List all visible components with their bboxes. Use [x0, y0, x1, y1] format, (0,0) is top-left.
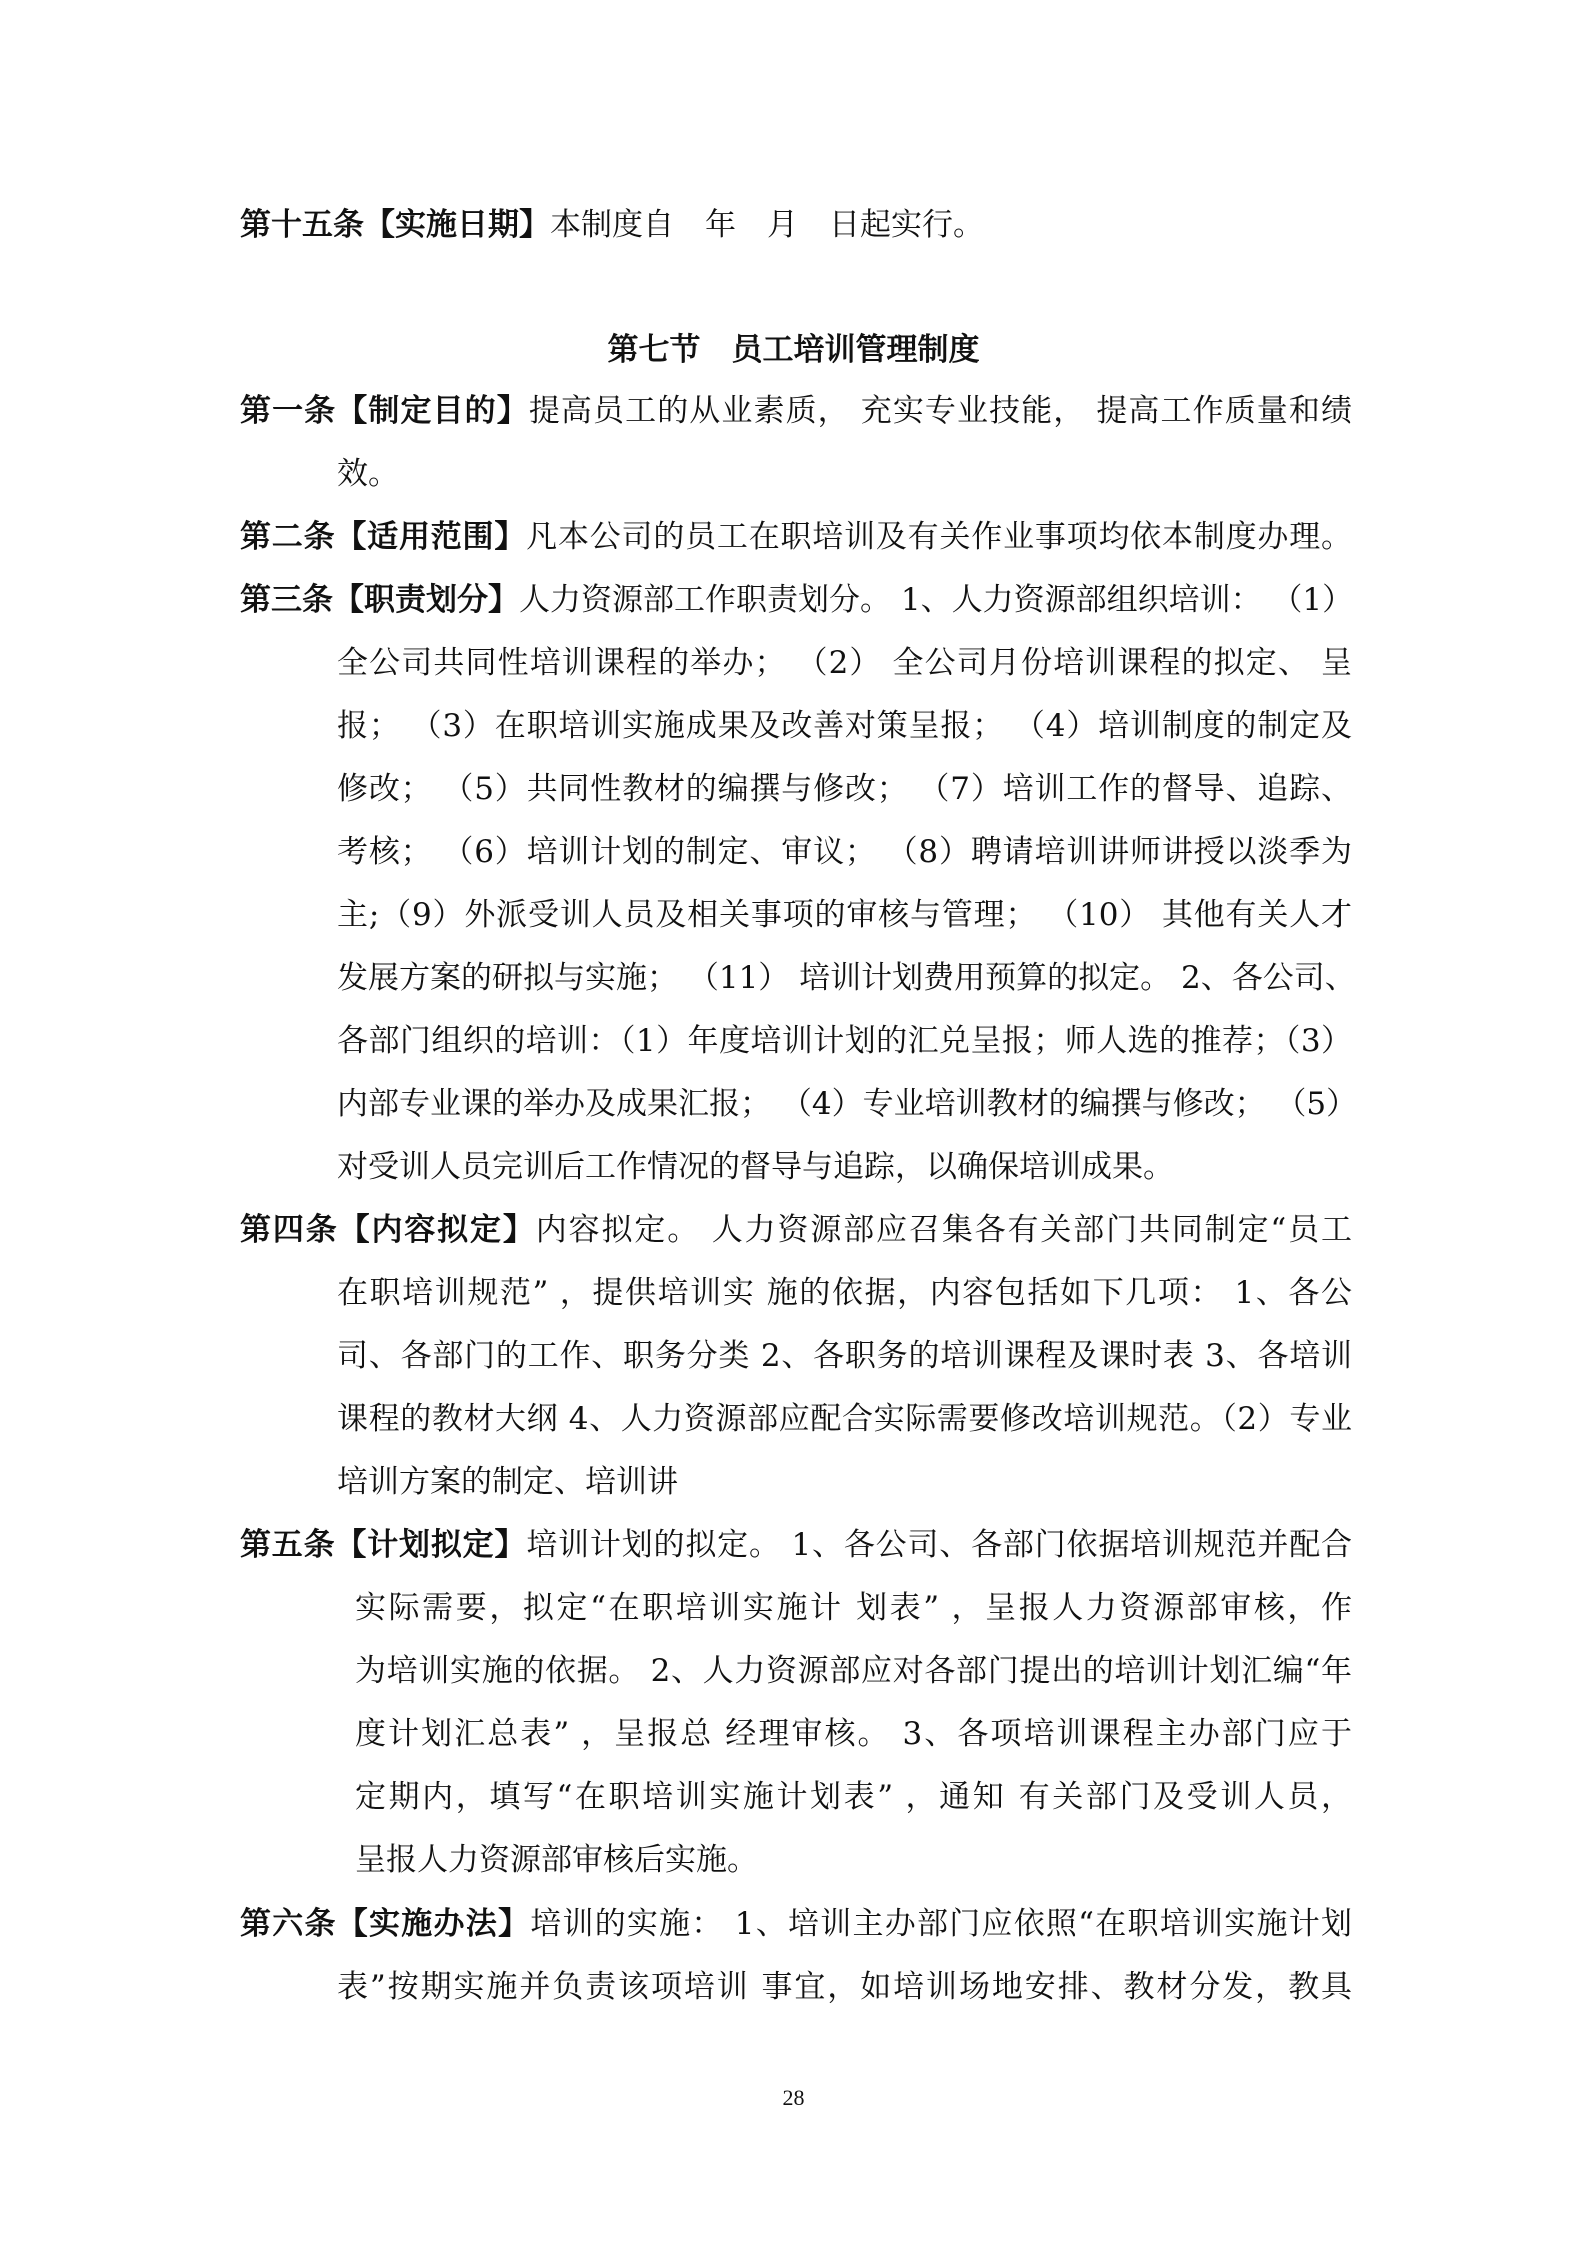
article-heading: 第四条【内容拟定】	[240, 1212, 536, 1248]
article-3	[240, 569, 1358, 1199]
page-number: 28	[782, 2085, 805, 2110]
article-line: 实际需要，拟定“在职培训实施计 划表” ，呈报人力资源部审核，作	[355, 1590, 1352, 1626]
article-line: 表”按期实施并负责该项培训 事宜，如培训场地安排、教材分发，教具	[337, 1969, 1352, 2005]
article-line: 修改； （5）共同性教材的编撰与修改； （7）培训工作的督导、追踪、	[337, 771, 1352, 807]
article-line: 各部门组织的培训：（1）年度培训计划的汇兑呈报；师人选的推荐；（3）	[337, 1023, 1352, 1059]
article-line: 内部专业课的举办及成果汇报； （4）专业培训教材的编撰与修改； （5）	[337, 1086, 1358, 1122]
article-heading: 第二条【适用范围】	[240, 519, 527, 555]
article-line: 考核； （6）培训计划的制定、审议； （8）聘请培训讲师讲授以淡季为	[337, 834, 1352, 870]
article-5	[240, 1514, 1352, 1892]
article-line: 司、各部门的工作、职务分类 2、各职务的培训课程及课时表 3、各培训	[337, 1338, 1352, 1374]
article-heading: 第三条【职责划分】	[240, 582, 519, 618]
article-line: 定期内，填写“在职培训实施计划表” ，通知 有关部门及受训人员，	[355, 1779, 1352, 1815]
article-line: 在职培训规范” ，提供培训实 施的依据，内容包括如下几项： 1、各公	[337, 1275, 1352, 1311]
article-heading: 第六条【实施办法】	[240, 1906, 531, 1942]
article-6	[240, 1893, 1352, 2019]
article-line: 内容拟定。 人力资源部应召集各有关部门共同制定“员工	[535, 1212, 1353, 1248]
article-line: 培训的实施： 1、培训主办部门应依照“在职培训实施计划	[530, 1906, 1352, 1942]
article-line: 提高员工的从业素质， 充实专业技能， 提高工作质量和绩	[528, 393, 1352, 429]
article-line: 发展方案的研拟与实施； （11） 培训计划费用预算的拟定。 2、各公司、	[337, 960, 1356, 996]
article-15-implementation-date	[240, 200, 984, 250]
article-4	[240, 1199, 1352, 1514]
article-line: 对受训人员完训后工作情况的督导与追踪，以确保培训成果。	[337, 1149, 1174, 1185]
article-line: 培训计划的拟定。 1、各公司、各部门依据培训规范并配合	[526, 1527, 1353, 1563]
article-line: 报； （3）在职培训实施成果及改善对策呈报； （4）培训制度的制定及	[337, 708, 1352, 744]
article-1	[240, 380, 1352, 506]
article-heading: 第一条【制定目的】	[240, 393, 529, 429]
article-line: 凡本公司的员工在职培训及有关作业事项均依本制度办理。	[526, 519, 1353, 555]
article-line: 呈报人力资源部审核后实施。	[355, 1842, 758, 1878]
article-text: 本制度自 年 月 日起实行。	[550, 207, 984, 243]
article-heading: 第十五条【实施日期】	[240, 207, 550, 243]
article-line: 度计划汇总表” ，呈报总 经理审核。 3、各项培训课程主办部门应于	[355, 1716, 1352, 1752]
article-line: 主;（9）外派受训人员及相关事项的审核与管理； （10） 其他有关人才	[337, 897, 1352, 933]
article-line: 课程的教材大纲 4、人力资源部应配合实际需要修改培训规范。（2）专业	[337, 1401, 1352, 1437]
article-line: 效。	[337, 456, 399, 492]
section-title: 第七节 员工培训管理制度	[607, 332, 980, 368]
article-line: 全公司共同性培训课程的举办； （2） 全公司月份培训课程的拟定、 呈	[337, 645, 1352, 681]
article-line: 为培训实施的依据。 2、人力资源部应对各部门提出的培训计划汇编“年	[355, 1653, 1352, 1689]
article-heading: 第五条【计划拟定】	[240, 1527, 527, 1563]
article-line: 人力资源部工作职责划分。 1、人力资源部组织培训： （1）	[519, 582, 1354, 618]
article-line: 培训方案的制定、培训讲	[337, 1464, 678, 1500]
article-2	[240, 506, 1352, 569]
